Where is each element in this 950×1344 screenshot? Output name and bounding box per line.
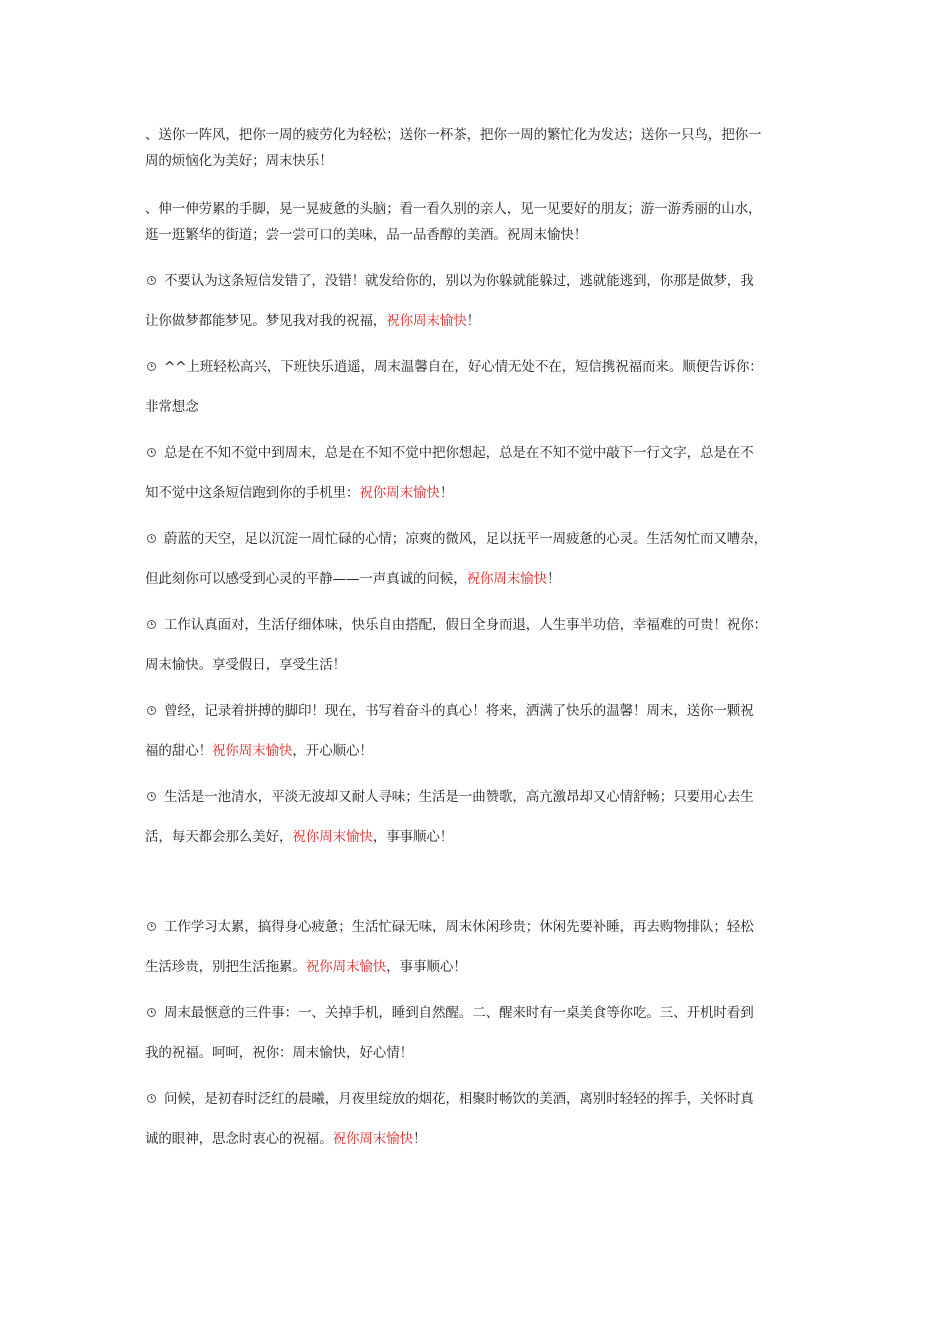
text-segment: 不要认为这条短信发错了，没错！就发给你的，别以为你躲就能躲过，逃就能逃到，你那是做梦，我: [164, 273, 754, 289]
text-line: [145, 958, 467, 976]
text-line: [145, 444, 754, 462]
text-segment: 让你做梦都能梦见。梦见我对我的祝福，: [145, 313, 387, 329]
clock-icon: [147, 448, 156, 457]
text-segment: 知不觉中这条短信跑到你的手机里：: [145, 485, 360, 501]
text-line: [145, 358, 763, 376]
clock-icon: [147, 706, 156, 715]
text-segment: ，事事顺心！: [386, 959, 467, 975]
text-segment: 逛一逛繁华的街道；尝一尝可口的美味，品一品香醇的美酒。祝周末愉快！: [145, 227, 588, 243]
text-segment: 非常想念: [145, 399, 199, 415]
text-segment: 、送你一阵风，把你一周的疲劳化为轻松；送你一杯茶，把你一周的繁忙化为发达；送你一只鸟，把你一: [145, 127, 762, 143]
text-segment: 活，每天都会那么美好，: [145, 829, 293, 845]
text-line: [145, 272, 754, 290]
text-line: [145, 828, 453, 846]
highlight-text: 祝你周末愉快: [466, 571, 548, 587]
highlight-text: 祝你周末愉快: [305, 959, 387, 975]
text-segment: 生活珍贵，别把生活拖累。: [145, 959, 306, 975]
text-line: [145, 742, 373, 760]
text-line: [145, 126, 761, 144]
clock-icon: [147, 534, 156, 543]
text-line: [145, 1044, 413, 1062]
text-line: [145, 152, 333, 170]
text-segment: 周末愉快。享受假日，享受生活！: [145, 657, 346, 673]
text-line: [145, 702, 754, 720]
text-line: [145, 788, 754, 806]
text-line: [145, 1090, 754, 1108]
text-segment: 工作学习太累，搞得身心疲惫；生活忙碌无味，周末休闲珍贵；休闲先要补睡，再去购物排队；轻松: [164, 919, 754, 935]
text-segment: 曾经，记录着拼搏的脚印！现在，书写着奋斗的真心！将来，洒满了快乐的温馨！周末，送你一颗祝: [164, 703, 754, 719]
text-segment: 、伸一伸劳累的手脚，晃一晃疲惫的头脑；看一看久别的亲人，见一见要好的朋友；游一游秀丽的山水，: [145, 201, 762, 217]
text-segment: 但此刻你可以感受到心灵的平静——一声真诚的问候，: [145, 571, 467, 587]
text-segment: ^^上班轻松高兴，下班快乐逍遥，周末温馨自在，好心情无处不在，短信携祝福而来。顺便告诉你：: [164, 359, 763, 375]
text-line: [145, 570, 560, 588]
clock-icon: [147, 1094, 156, 1103]
text-line: [145, 398, 199, 416]
text-segment: ，事事顺心！: [372, 829, 454, 845]
text-line: [145, 918, 754, 936]
text-segment: 蔚蓝的天空，足以沉淀一周忙碌的心情；凉爽的微风，足以抚平一周疲惫的心灵。生活匆忙而又嘈杂，: [164, 531, 767, 547]
clock-icon: [147, 792, 156, 801]
text-segment: 工作认真面对，生活仔细体味，快乐自由搭配，假日全身而退，人生事半功倍，幸福难的可贵！祝你：: [164, 617, 767, 633]
highlight-text: 祝你周末愉快: [212, 743, 293, 759]
clock-icon: [147, 620, 156, 629]
highlight-text: 祝你周末愉快: [359, 485, 440, 501]
text-segment: ！: [413, 1131, 427, 1147]
text-line: [145, 484, 453, 502]
text-line: [145, 312, 480, 330]
highlight-text: 祝你周末愉快: [292, 829, 373, 845]
clock-icon: [147, 362, 156, 371]
text-segment: 诚的眼神，思念时衷心的祝福。: [145, 1131, 333, 1147]
text-line: [145, 1130, 426, 1148]
text-segment: ！: [466, 313, 481, 329]
text-segment: 周的烦恼化为美好；周末快乐！: [145, 153, 333, 169]
text-segment: 周末最惬意的三件事：一、关掉手机，睡到自然醒。二、醒来时有一桌美食等你吃。三、开机时看到: [164, 1005, 754, 1021]
clock-icon: [147, 276, 156, 285]
text-line: [145, 226, 587, 244]
text-segment: 福的甜心！: [145, 743, 212, 759]
text-segment: 问候，是初春时泛红的晨曦，月夜里绽放的烟花，相聚时畅饮的美酒，离别时轻轻的挥手，关怀时真: [164, 1091, 754, 1107]
text-segment: 总是在不知不觉中到周末，总是在不知不觉中把你想起，总是在不知不觉中敲下一行文字，总是在不: [164, 445, 754, 461]
clock-icon: [147, 922, 156, 931]
text-line: [145, 1004, 754, 1022]
text-segment: ！: [439, 485, 454, 501]
highlight-text: 祝你周末愉快: [386, 313, 467, 329]
text-line: [145, 656, 346, 674]
text-line: [145, 530, 767, 548]
text-segment: ，开心顺心！: [292, 743, 373, 759]
highlight-text: 祝你周末愉快: [332, 1131, 414, 1147]
clock-icon: [147, 1008, 156, 1017]
text-segment: 我的祝福。呵呵，祝你：周末愉快，好心情！: [145, 1045, 413, 1061]
text-segment: 生活是一池清水，平淡无波却又耐人寻味；生活是一曲赞歌，高亢激昂却又心情舒畅；只要用心去生: [164, 789, 754, 805]
text-segment: ！: [547, 571, 561, 587]
text-line: [145, 200, 761, 218]
text-line: [145, 616, 767, 634]
